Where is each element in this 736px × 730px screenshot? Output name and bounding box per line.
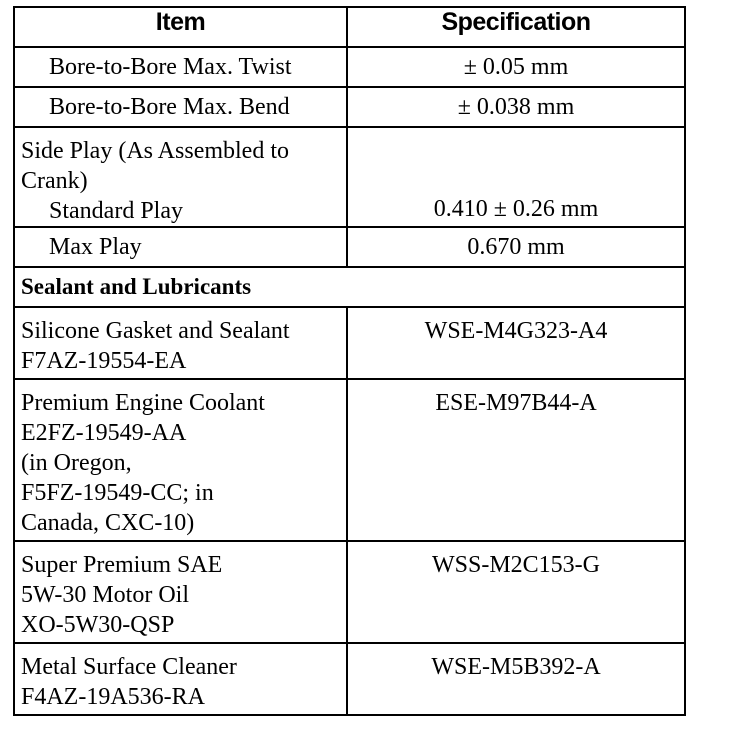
item-line: F7AZ-19554-EA [21, 348, 187, 374]
table-row [14, 379, 685, 541]
spec-cell: 0.410 ± 0.26 mm [347, 127, 685, 227]
item-line: Metal Surface Cleaner [21, 654, 237, 680]
specification-column-header: Specification [347, 7, 685, 47]
spec-cell: ESE-M97B44-A [347, 379, 685, 541]
spec-cell: WSE-M5B392-A [347, 643, 685, 715]
table-row [14, 307, 685, 379]
item-line: Side Play (As Assembled to [21, 138, 289, 164]
item-line: E2FZ-19549-AA [21, 420, 187, 446]
spec-cell: ± 0.05 mm [347, 47, 685, 87]
item-cell [14, 541, 347, 643]
table-row [14, 541, 685, 643]
section-row [14, 267, 685, 307]
section-heading: Sealant and Lubricants [14, 267, 685, 307]
item-line: Standard Play [49, 198, 183, 224]
header-row [14, 7, 685, 47]
item-line: F5FZ-19549-CC; in [21, 480, 214, 506]
item-line: F4AZ-19A536-RA [21, 684, 205, 710]
item-cell: Bore-to-Bore Max. Twist [14, 47, 347, 87]
item-line: XO-5W30-QSP [21, 612, 175, 638]
spec-cell: 0.670 mm [347, 227, 685, 267]
table-row [14, 127, 685, 227]
item-cell: Max Play [14, 227, 347, 267]
table-row [14, 643, 685, 715]
table-row [14, 47, 685, 87]
item-line: Super Premium SAE [21, 552, 223, 578]
specification-table [13, 6, 686, 716]
item-line: Premium Engine Coolant [21, 390, 265, 416]
item-line: (in Oregon, [21, 450, 132, 476]
item-cell [14, 643, 347, 715]
spec-cell: ± 0.038 mm [347, 87, 685, 127]
item-line: 5W-30 Motor Oil [21, 582, 189, 608]
item-cell: Bore-to-Bore Max. Bend [14, 87, 347, 127]
spec-cell: WSE-M4G323-A4 [347, 307, 685, 379]
item-line: Silicone Gasket and Sealant [21, 318, 290, 344]
item-line: Canada, CXC-10) [21, 510, 195, 536]
item-column-header: Item [14, 7, 347, 47]
spec-cell: WSS-M2C153-G [347, 541, 685, 643]
table-row [14, 227, 685, 267]
item-cell [14, 379, 347, 541]
item-cell [14, 307, 347, 379]
item-line: Crank) [21, 168, 88, 194]
table-row [14, 87, 685, 127]
item-cell [14, 127, 347, 227]
